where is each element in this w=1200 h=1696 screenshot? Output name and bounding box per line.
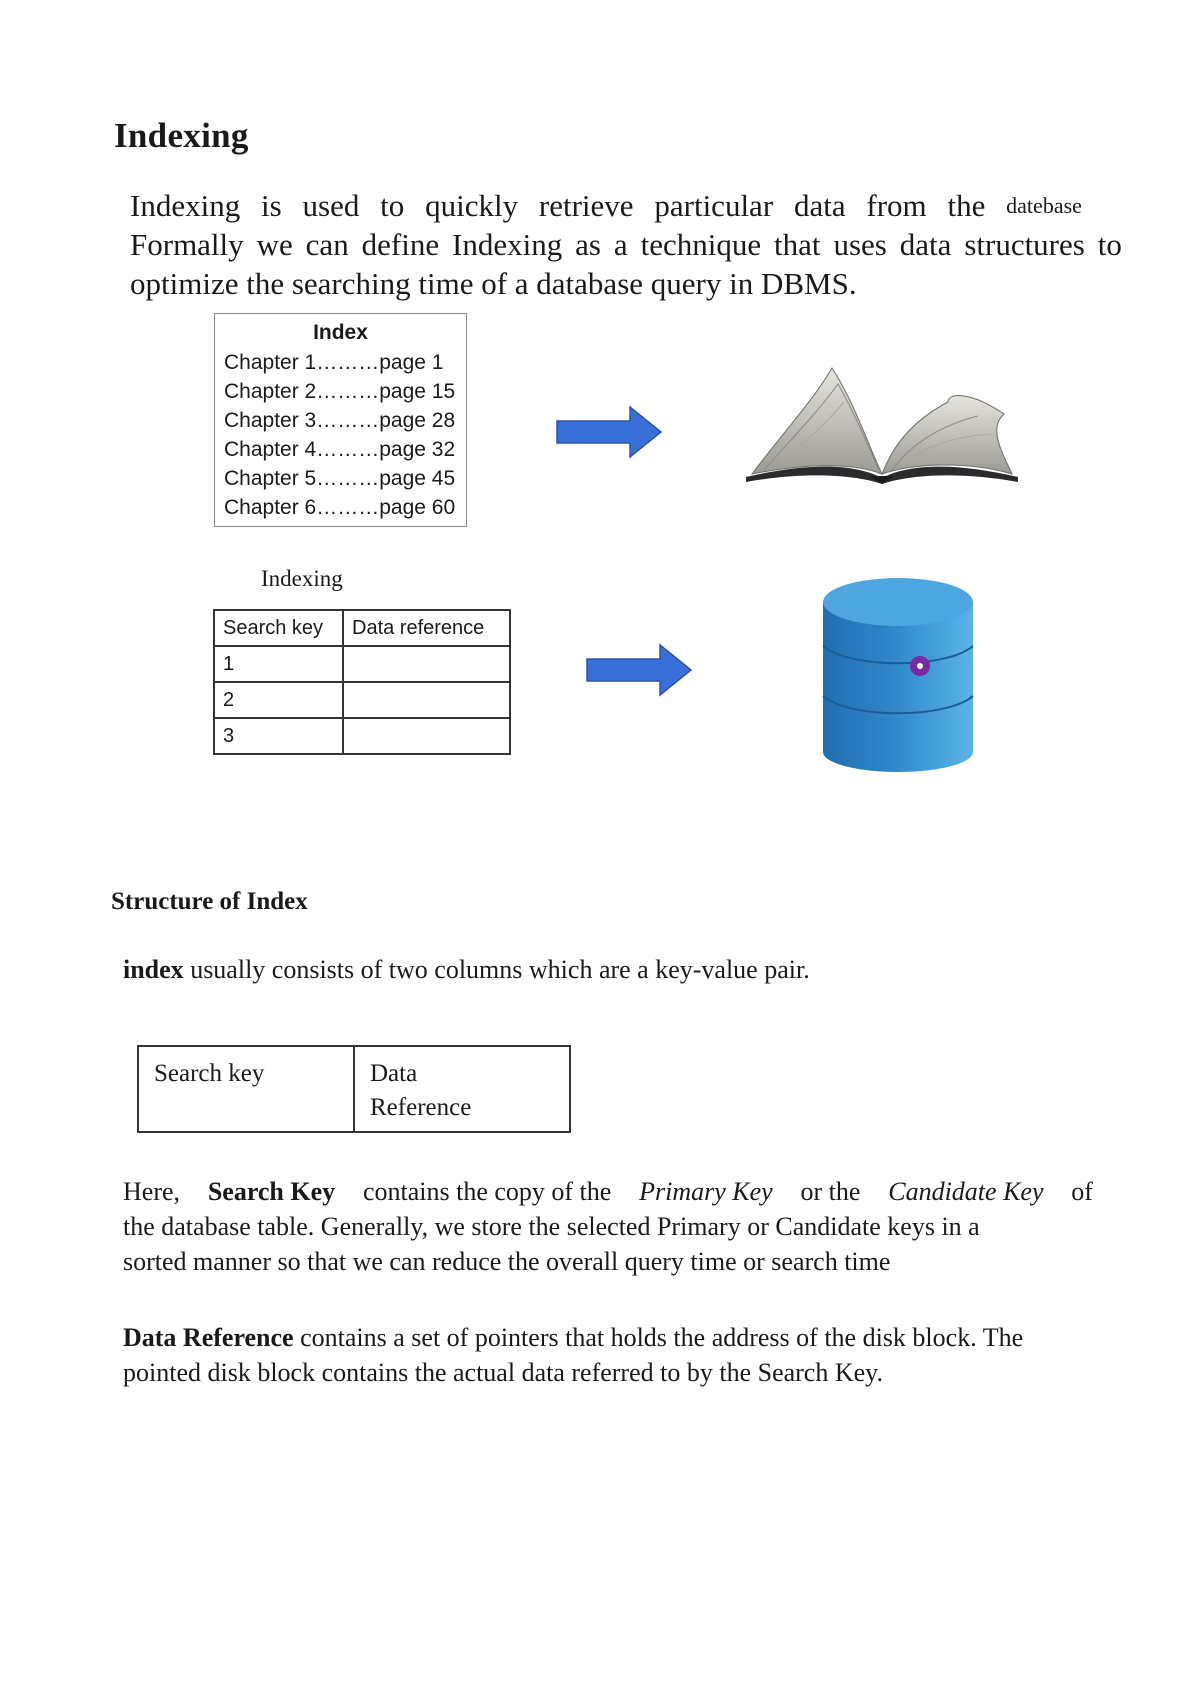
table-header: Data reference — [343, 610, 510, 646]
para-line: Data Reference contains a set of pointers that holds the address of the disk block. The — [123, 1323, 1024, 1352]
right-arrow-icon — [585, 643, 695, 697]
para-line: sorted manner so that we can reduce the overall query time or search time — [123, 1247, 891, 1276]
table-row — [214, 682, 510, 718]
para-line: Here, Search Key contains the copy of the Primary Key or the Candidate Key of — [123, 1177, 1093, 1206]
table-row — [214, 718, 510, 754]
book-index-row: Chapter 2………page 15 — [224, 380, 456, 403]
page-title: Indexing — [114, 116, 249, 155]
table-row — [138, 1046, 570, 1132]
table-cell: 3 — [214, 718, 343, 754]
table-cell — [343, 646, 510, 682]
book-index-row: Chapter 1………page 1 — [224, 351, 444, 374]
book-index-row: Chapter 5………page 45 — [224, 467, 456, 490]
intro-line-2: Formally we can define Indexing as a technique that uses data structures to — [130, 227, 1122, 262]
book-index-row: Chapter 4………page 32 — [224, 438, 456, 461]
data-reference-paragraph — [123, 1320, 1093, 1390]
book-index-box — [214, 313, 467, 527]
book-index-title: Index — [313, 321, 368, 344]
right-arrow-icon — [555, 405, 665, 459]
intro-line-1: Indexing is used to quickly retrieve particular data from the datebase — [130, 188, 1082, 223]
structure-intro: index usually consists of two columns which are a key-value pair. — [123, 955, 810, 984]
book-index-row: Chapter 3………page 28 — [224, 409, 456, 432]
open-book-icon — [742, 362, 1022, 487]
table-row — [214, 646, 510, 682]
intro-line-3: optimize the searching time of a database query in DBMS. — [130, 266, 857, 301]
indexing-caption: Indexing — [261, 566, 343, 591]
index-table — [213, 609, 511, 755]
database-icon — [820, 574, 976, 774]
table-cell-search-key: Search key — [138, 1046, 354, 1132]
table-cell: 2 — [214, 682, 343, 718]
book-index-row: Chapter 6………page 60 — [224, 496, 456, 519]
table-cell — [343, 682, 510, 718]
intro-paragraph — [130, 186, 1122, 303]
table-row — [214, 610, 510, 646]
search-key-paragraph — [123, 1174, 1093, 1279]
table-header: Search key — [214, 610, 343, 646]
structure-table — [137, 1045, 571, 1133]
para-line: pointed disk block contains the actual data referred to by the Search Key. — [123, 1358, 883, 1387]
table-cell-data-reference: Data Reference — [354, 1046, 570, 1132]
para-line: the database table. Generally, we store the selected Primary or Candidate keys in a — [123, 1212, 980, 1241]
table-cell — [343, 718, 510, 754]
section-heading: Structure of Index — [111, 888, 308, 915]
table-cell: 1 — [214, 646, 343, 682]
